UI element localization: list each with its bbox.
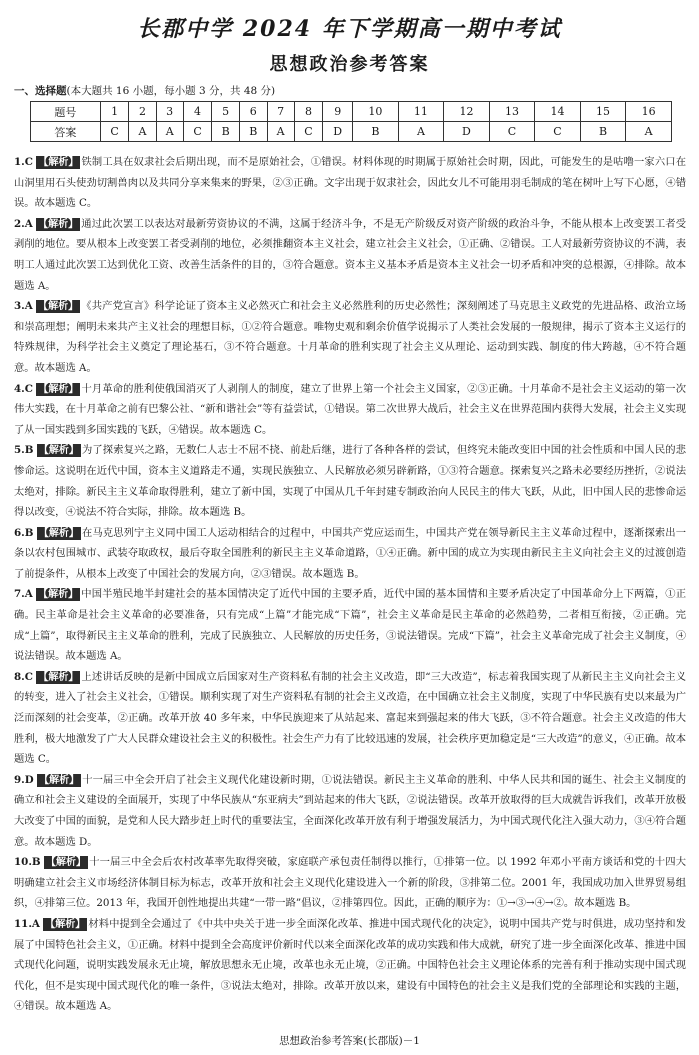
explanations [14, 152, 686, 1017]
answer-cell: C [100, 122, 129, 142]
answer-cell: A [398, 122, 444, 142]
question-number-cell: 1 [100, 102, 129, 122]
answer-table-answer-row [31, 122, 672, 142]
analysis-tag: 【解析】 [38, 527, 79, 539]
question-answer-number: 5.B [14, 444, 34, 457]
explanation-item [14, 523, 686, 585]
explanation-text: 《共产党宣言》科学论证了资本主义必然灭亡和社会主义必然胜利的历史必然性；深刻阐述了马克思主义政党的先进品格、政治立场和崇高理想；阐明未来共产主义社会的理想目标，①②符合题意。唯物史观和剩余价值学说揭示了人类社会发展的一般规律，揭示了资本主义运行的特殊规律，为科学社会主义奠定了理论基石，③不符合题意。十月革命的胜利实现了社会主义从理论、运动到实践、制度的伟大跨越，④不符合题意。故本题选 A。 [14, 300, 686, 374]
answer-cell: C [294, 122, 323, 142]
question-number-cell: 9 [323, 102, 353, 122]
question-number-cell: 10 [353, 102, 399, 122]
question-answer-number: 3.A [14, 300, 33, 313]
analysis-tag: 【解析】 [38, 218, 79, 230]
analysis-tag: 【解析】 [38, 301, 79, 313]
question-number-cell: 2 [129, 102, 156, 122]
question-answer-number: 1.C [14, 156, 33, 168]
question-number-cell: 15 [580, 102, 626, 122]
explanation-item [14, 852, 686, 914]
question-answer-number: 4.C [14, 382, 33, 395]
explanation-item [14, 214, 686, 296]
analysis-tag: 【解析】 [38, 157, 79, 168]
explanation-item [14, 770, 686, 852]
page-footer: 思想政治参考答案(长郡版)－1 [279, 1035, 420, 1047]
answer-cell: B [580, 122, 626, 142]
explanation-item [14, 667, 686, 770]
section-label: 一、选择题 [14, 85, 67, 97]
answer-cell: D [444, 122, 490, 142]
answer-cell: B [353, 122, 399, 142]
question-number-cell: 3 [156, 102, 183, 122]
explanation-item [14, 440, 686, 522]
answer-table-number-row [31, 102, 672, 122]
analysis-tag: 【解析】 [38, 671, 79, 683]
explanation-text: 十月革命的胜利使俄国消灭了人剥削人的制度，建立了世界上第一个社会主义国家，②③正确。十月革命不是社会主义运动的第一次伟大实践，在十月革命之前有巴黎公社、“新和谐社会”等有益尝试，①错误。第二次世界大战后，社会主义在世界范围内获得大发展，社会主义实现了从一国实践到多国实践的飞跃，④错误。故本题选 C。 [14, 382, 686, 436]
row-label-answer: 答案 [31, 122, 101, 142]
answer-cell: D [323, 122, 353, 142]
question-number-cell: 7 [267, 102, 294, 122]
row-label-number: 题号 [31, 102, 101, 122]
question-number-cell: 5 [212, 102, 240, 122]
analysis-tag: 【解析】 [46, 857, 87, 869]
explanation-text: 十一届三中全会开启了社会主义现代化建设新时期，①说法错误。新民主主义革命的胜利、中华人民共和国的诞生、社会主义制度的确立和社会主义建设的全面展开，实现了中华民族从“东亚病夫”到站起来的伟大飞跃，②说法错误。改革开放取得的巨大成就告诉我们，改革开放极大改变了中国的面貌，是党和人民大踏步赶上时代的重要法宝，全面深化改革开放有利于增强发展活力，为中国式现代化注入强大动力，③④符合题意。故本题选 D。 [14, 773, 686, 848]
answer-cell: C [535, 122, 581, 142]
analysis-tag: 【解析】 [38, 589, 79, 601]
question-number-cell: 8 [294, 102, 323, 122]
question-answer-number: 11.A [14, 917, 40, 930]
explanation-item [14, 379, 686, 441]
question-answer-number: 7.A [14, 588, 33, 601]
explanation-item [14, 152, 686, 214]
answer-table [30, 101, 672, 142]
explanation-text: 十一届三中全会后农村改革率先取得突破，家庭联产承包责任制得以推行，①排第一位。以 1992 年邓小平南方谈话和党的十四大明确建立社会主义市场经济体制目标为标志，改革开放和社会主义现代化建设进入一个新的阶段，③排第二位。2001 年，我国成功加入世界贸易组织，④排第三位。2013 年，我国开创性地提出共建“一带一路”倡议，②排第四位。因此，正确的顺序为：①→③→④→②。故本题选 B。 [14, 856, 686, 910]
answer-cell: B [239, 122, 267, 142]
explanation-text: 铁制工具在奴隶社会后期出现，而不是原始社会，①错误。材料体现的时期属于原始社会时期，因此，可能发生的是咕噜一家六口在山洞里用石头使劲切割兽肉以及共同分享来集来的野果，②③正确。文字出现于奴隶社会，因此女儿不可能用羽毛制成的笔在树叶上写下心愿，④错误。故本题选 C。 [14, 156, 686, 210]
question-number-cell: 14 [535, 102, 581, 122]
answer-cell: A [626, 122, 672, 142]
question-answer-number: 9.D [14, 773, 34, 786]
explanation-text: 上述讲话反映的是新中国成立后国家对生产资料私有制的社会主义改造，即“三大改造”，标志着我国实现了从新民主主义向社会主义的转变，进入了社会主义社会，①错误。顺利实现了对生产资料私有制的社会主义改造，在中国确立社会主义制度，实现了中华民族有史以来最为广泛而深刻的社会变革，②正确。改革开放 40 多年来，中华民族迎来了从站起来、富起来到强起来的伟大飞跃，③不符合题意。社会主义改造的伟大胜利，极大地激发了广大人民群众建设社会主义的积极性。社会生产力有了比较迅速的发展，社会秩序更加稳定是“三大改造”的意义，④正确。故本题选 C。 [14, 670, 686, 766]
question-number-cell: 12 [444, 102, 490, 122]
section-heading [14, 83, 275, 98]
question-number-cell: 16 [626, 102, 672, 122]
answer-cell: A [129, 122, 156, 142]
question-answer-number: 8.C [14, 670, 33, 683]
question-number-cell: 6 [239, 102, 267, 122]
question-answer-number: 10.B [14, 856, 41, 869]
page-subtitle: 思想政治参考答案 [269, 54, 430, 75]
explanation-text: 中国半殖民地半封建社会的基本国情决定了近代中国的主要矛盾，近代中国的基本国情和主要矛盾决定了中国革命分上下两篇，①正确。民主革命是社会主义革命的必要准备，只有完成“上篇”才能完成“下篇”，社会主义革命是民主革命的必然趋势，二者相互衔接，②正确。完成“上篇”，取得新民主主义革命的胜利，完成了民族独立、人民解放的历史任务，③说法错误。完成“下篇”，社会主义革命完成了社会主义制度，④说法错误。故本题选 A。 [14, 588, 686, 663]
answer-cell: A [156, 122, 183, 142]
question-number-cell: 11 [398, 102, 444, 122]
analysis-tag: 【解析】 [39, 774, 80, 786]
explanation-item [14, 914, 686, 1017]
analysis-tag: 【解析】 [38, 445, 79, 457]
analysis-tag: 【解析】 [38, 383, 79, 395]
question-answer-number: 6.B [14, 526, 34, 539]
answer-cell: A [267, 122, 294, 142]
explanation-text: 材料中提到全会通过了《中共中央关于进一步全面深化改革、推进中国式现代化的决定》，说明中国共产党与时俱进，成功坚持和发展了中国特色社会主义，①正确。材料中提到全会高度评价新时代以来全面深化改革的成功实践和伟大成就，研究了进一步全面深化改革、推进中国式现代化问题，说明实践发展永无止境，解放思想永无止境，改革也永无止境，②正确。中国特色社会主义理论体系的完善有利于推动实现中国式现代化，但不是实现中国式现代化的唯一条件，③说法太绝对，排除。改革开放以来，建设有中国特色的社会主义是我们党的全部理论和实践的主题，④错误。故本题选 A。 [14, 917, 686, 1013]
question-number-cell: 13 [489, 102, 535, 122]
explanation-text: 在马克思列宁主义同中国工人运动相结合的过程中，中国共产党应运而生，中国共产党在领导新民主主义革命过程中，逐渐探索出一条以农村包围城市、武装夺取政权，最后夺取全国胜利的新民主主义革命道路，①④正确。新中国的成立为实现由新民主主义向社会主义的过渡创造了前提条件，从根本上改变了中国社会的发展方向，②③错误。故本题选 B。 [14, 526, 687, 580]
answer-cell: C [183, 122, 212, 142]
answer-cell: C [489, 122, 535, 142]
explanation-item [14, 296, 686, 378]
question-answer-number: 2.A [14, 217, 33, 230]
explanation-item [14, 584, 686, 666]
analysis-tag: 【解析】 [45, 918, 86, 930]
page-title: 长郡中学 2024 年下学期高一期中考试 [137, 16, 562, 42]
question-number-cell: 4 [183, 102, 212, 122]
answer-cell: B [212, 122, 240, 142]
explanation-text: 为了探索复兴之路，无数仁人志士不屈不挠、前赴后继，进行了各种各样的尝试，但终究未能改变旧中国的社会性质和中国人民的悲惨命运。这说明在近代中国，资本主义道路走不通，实现民族独立、人民解放必须另辟新路，①③符合题意。探索复兴之路未必要经历挫折，②说法太绝对，排除。新民主主义革命取得胜利，建立了新中国，实现了中国从几千年封建专制政治向人民民主的伟大飞跃，从此，旧中国人民的悲惨命运得以改变，④说法不符合实际，排除。故本题选 B。 [14, 444, 687, 519]
explanation-text: 通过此次罢工以表达对最新劳资协议的不满，这属于经济斗争，不是无产阶级反对资产阶级的政治斗争，不能从根本上改变罢工者受剥削的地位。要从根本上改变罢工者受剥削的地位，必须推翻资本主义社会，建立社会主义社会，①正确、②错误。工人对最新劳资协议的不满，表明工人通过此次罢工达到优化工资、改善生活条件的目的，③符合题意。资本主义基本矛盾是资本主义社会一切矛盾和冲突的总根源，④排除。故本题选 A。 [14, 217, 686, 292]
section-note: (本大题共 16 小题，每小题 3 分，共 48 分) [66, 85, 276, 97]
